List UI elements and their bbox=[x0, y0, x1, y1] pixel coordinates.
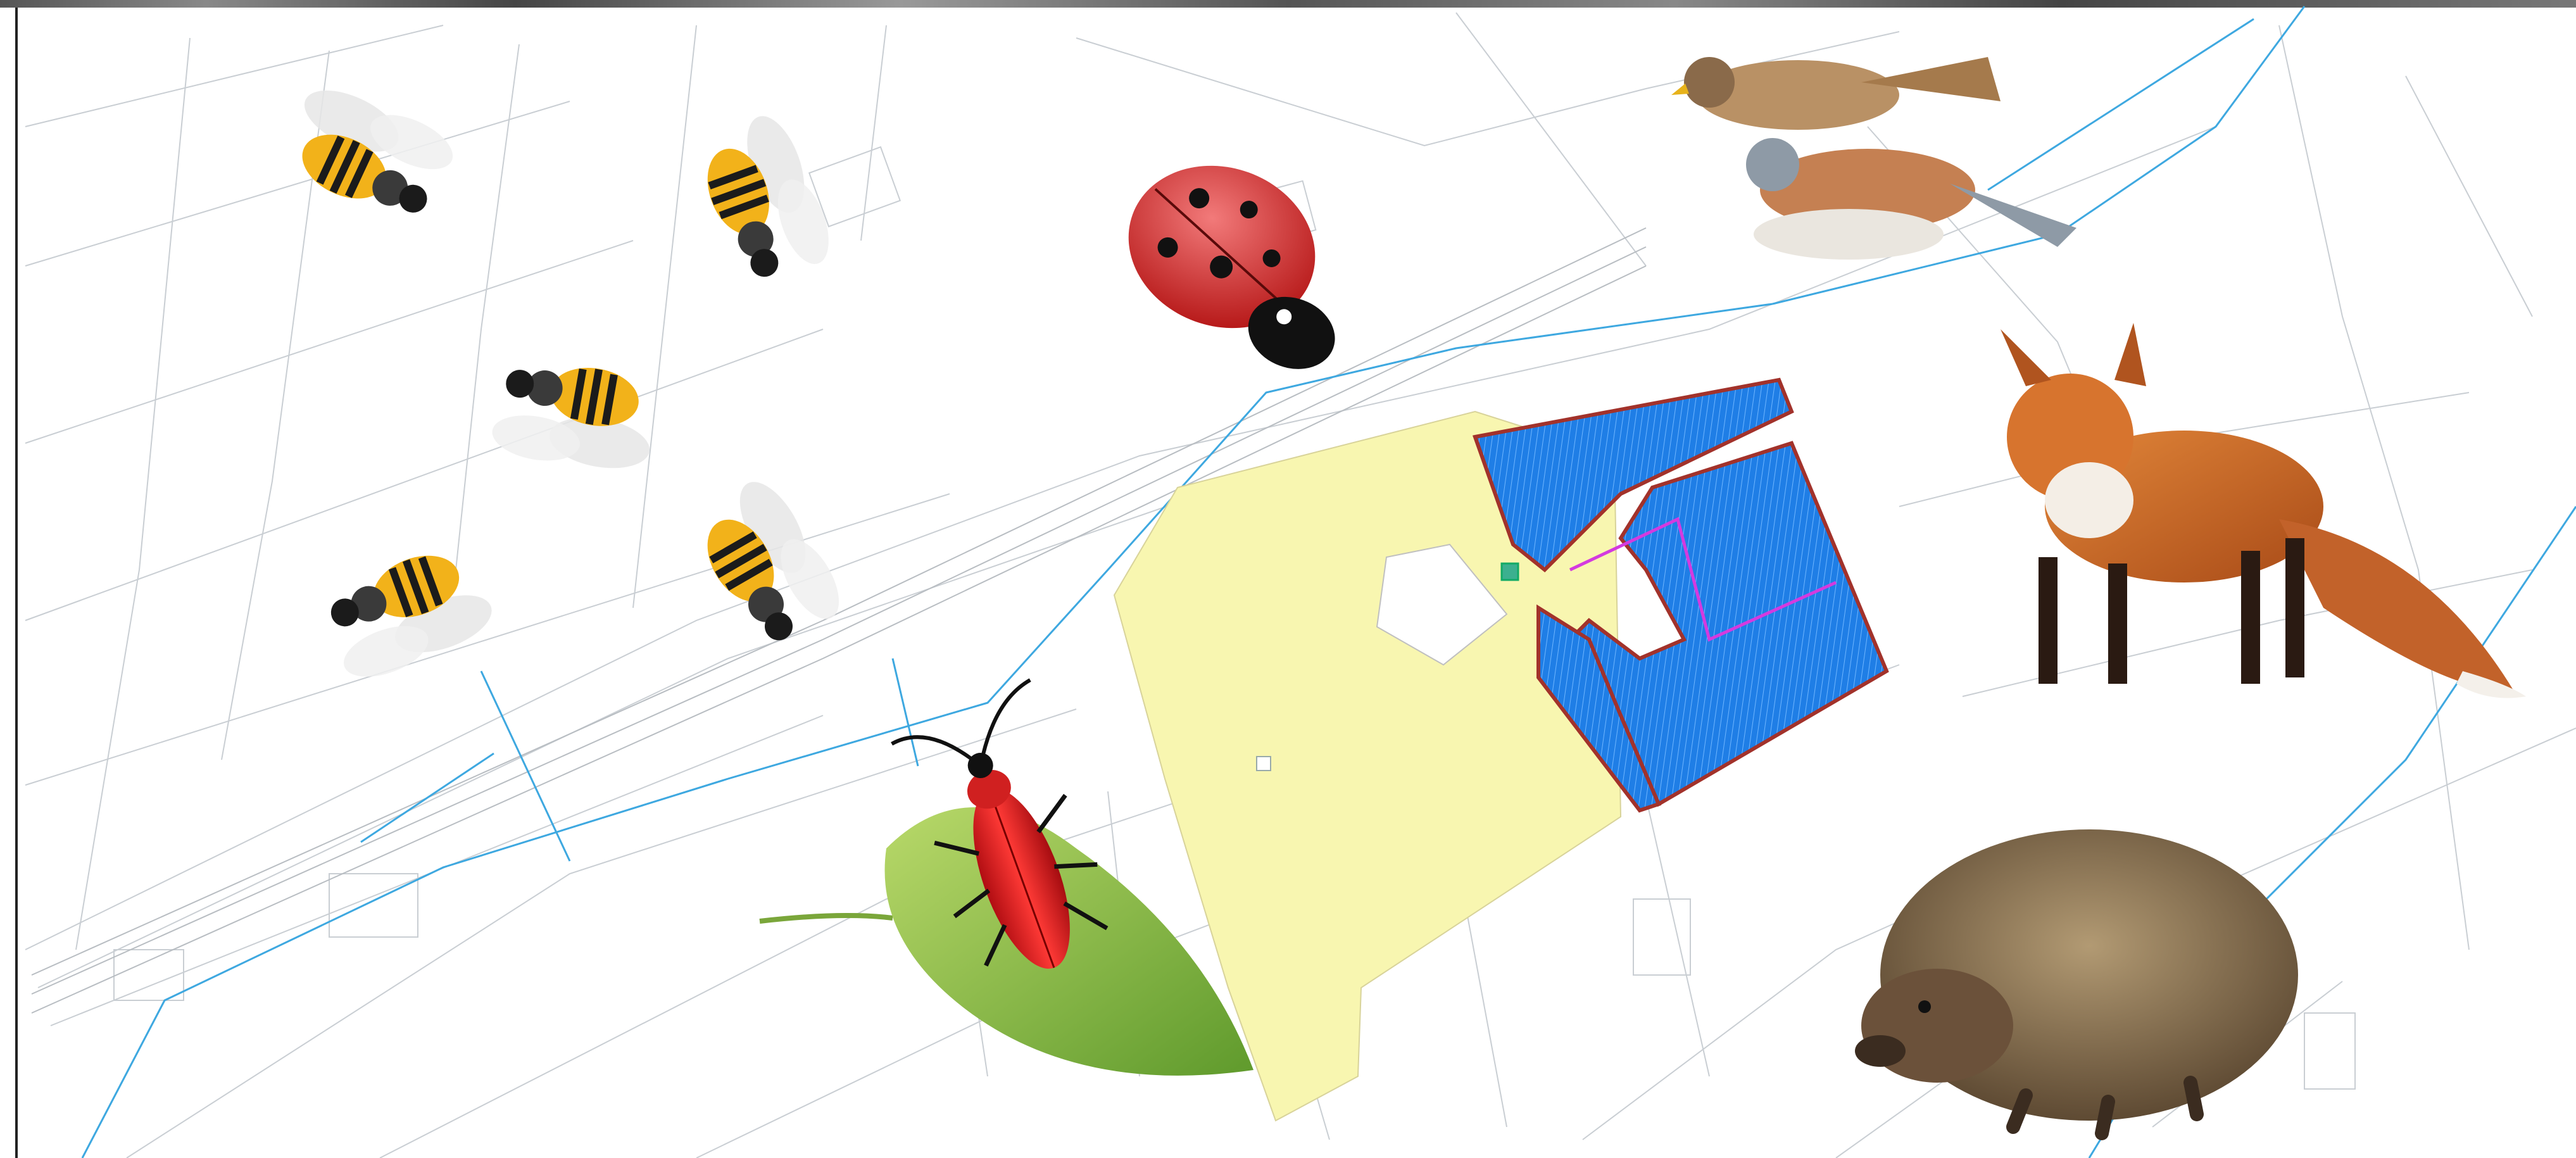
bee-illustration bbox=[275, 75, 461, 233]
hedgehog-illustration bbox=[1855, 829, 2298, 1133]
solar-site bbox=[1114, 380, 1887, 1121]
ladybird-illustration bbox=[1101, 140, 1379, 381]
bee-illustration bbox=[690, 107, 839, 290]
substation bbox=[1502, 563, 1518, 580]
site-small-structure bbox=[1257, 757, 1271, 771]
bee-illustration bbox=[489, 353, 662, 479]
kestrel-illustration bbox=[1671, 57, 2001, 130]
bee-illustration bbox=[684, 470, 851, 657]
red-fox-illustration bbox=[2001, 323, 2526, 698]
